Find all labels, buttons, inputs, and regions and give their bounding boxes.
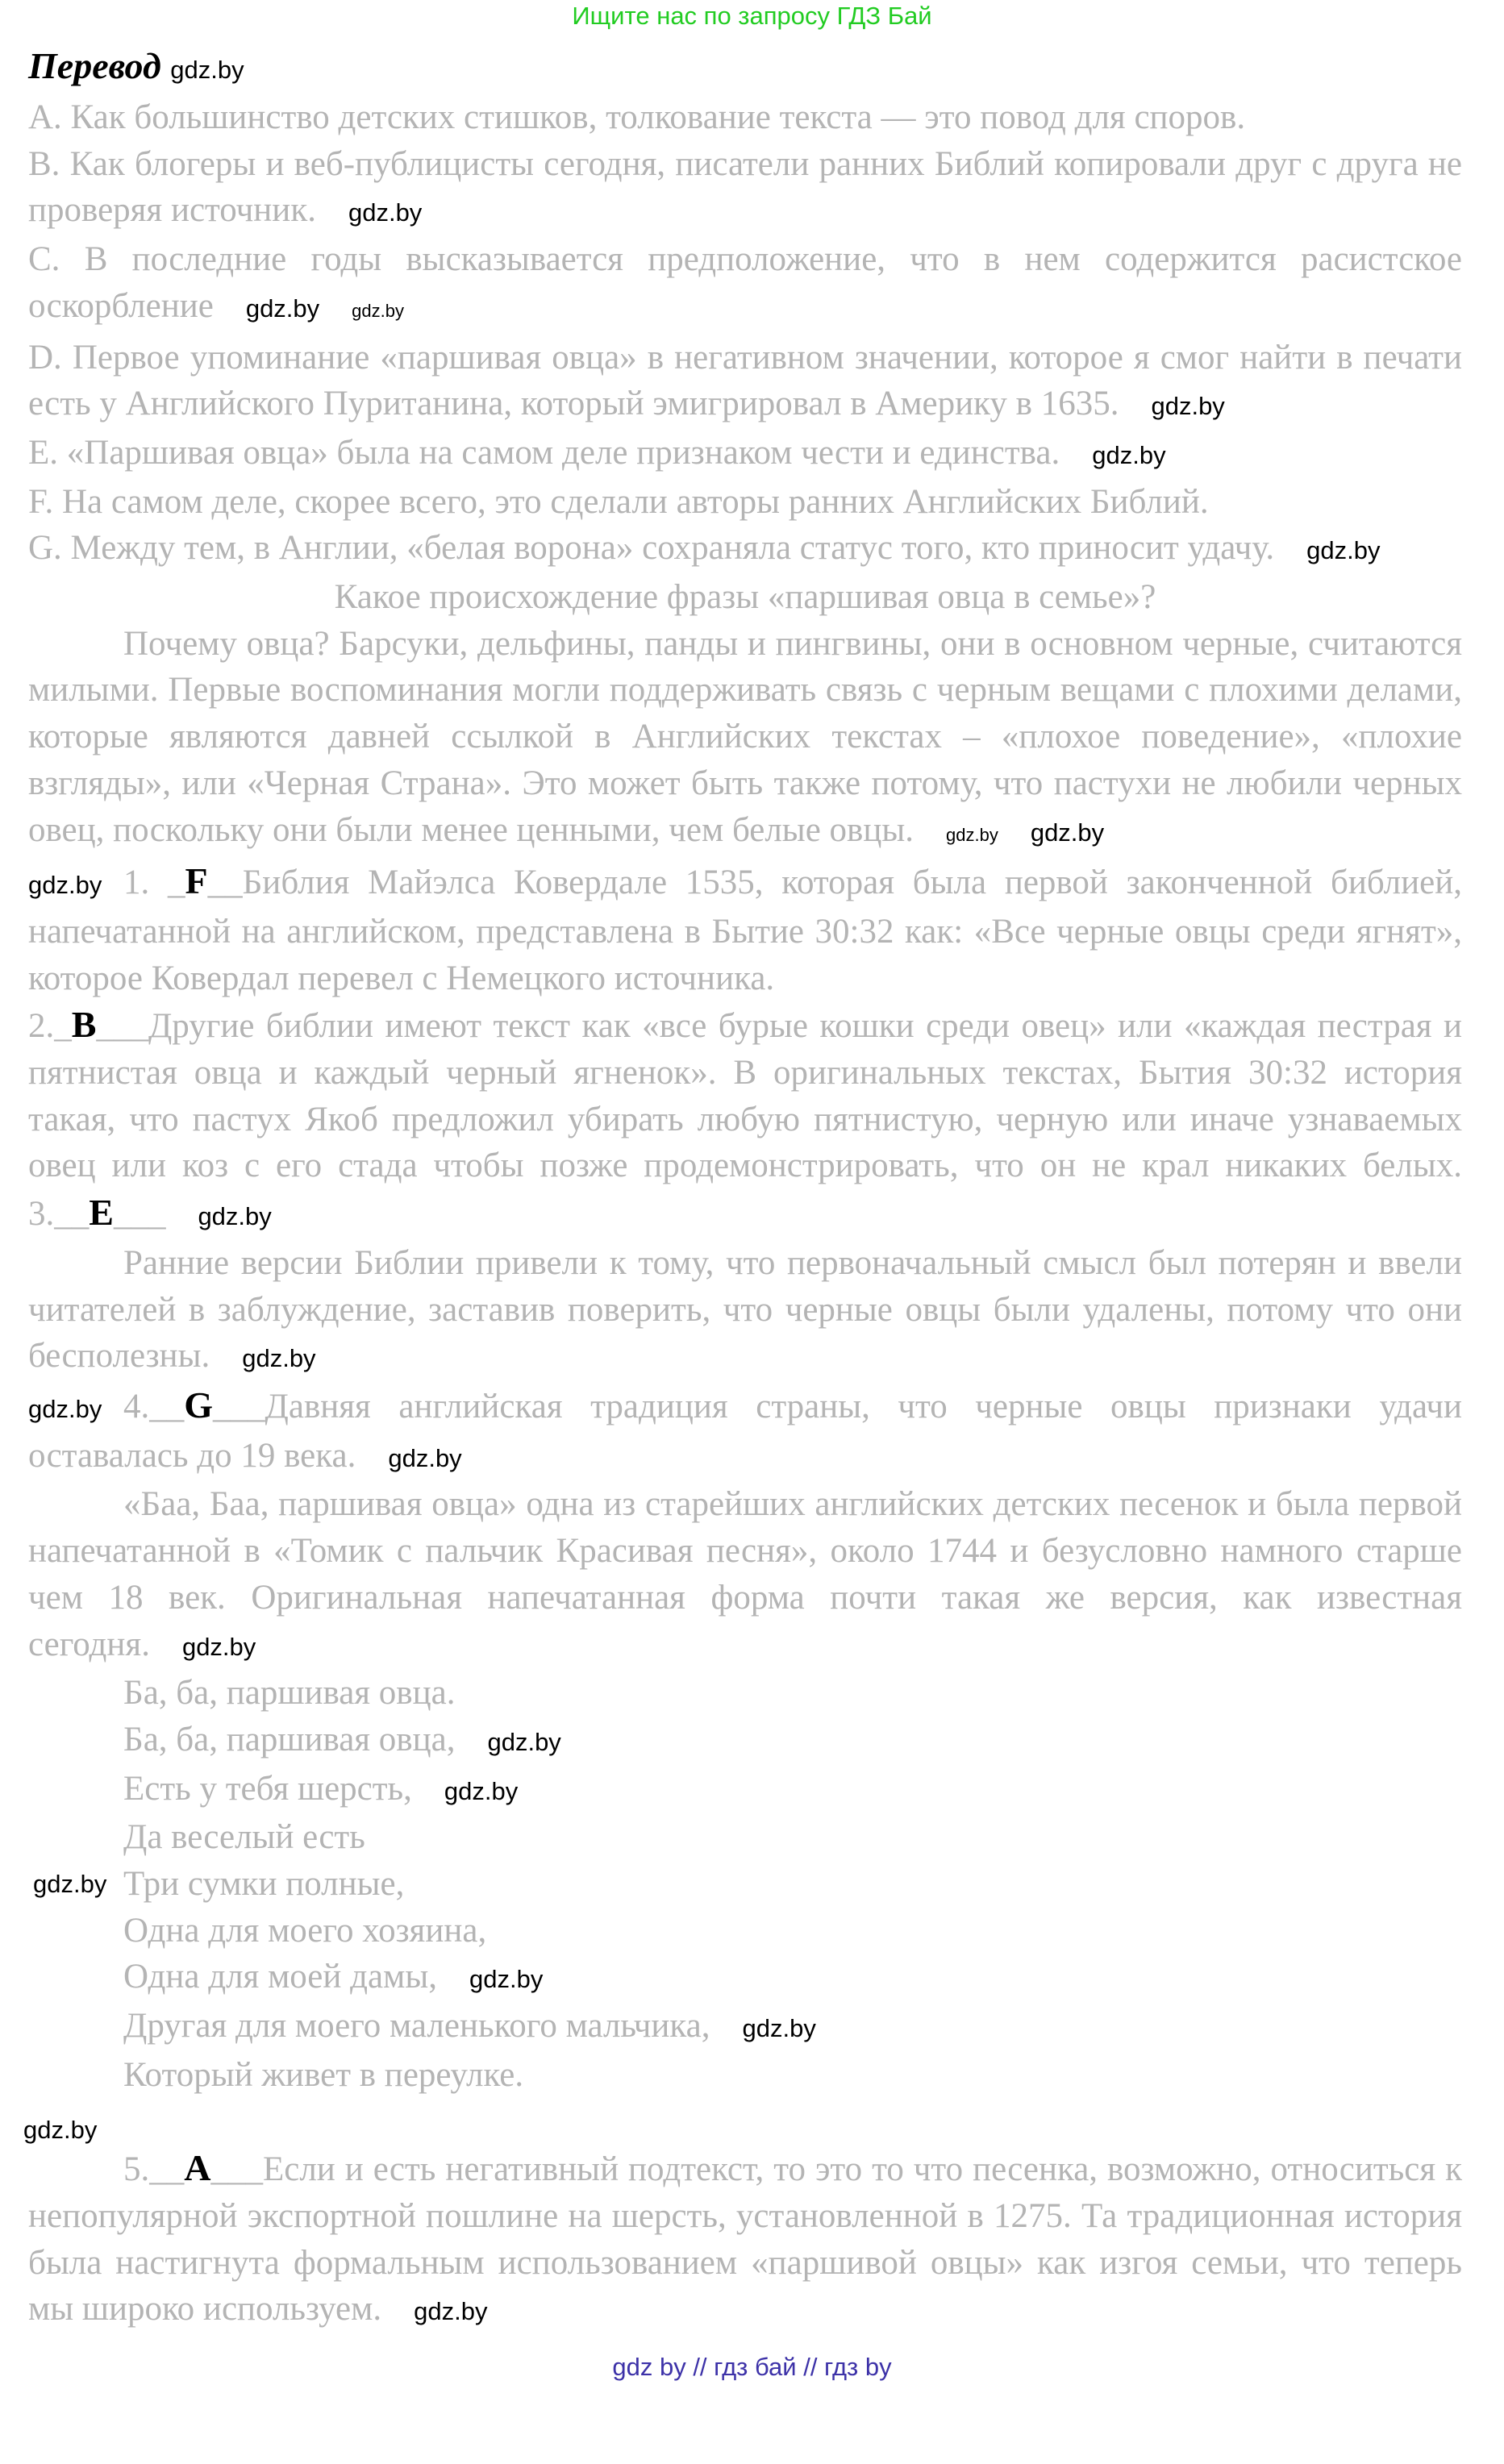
watermark: gdz.by (33, 1870, 107, 1899)
watermark: gdz.by (469, 1965, 544, 1994)
answer-2: B (71, 1004, 97, 1046)
poem-line-text: Который живет в переулке. (123, 2055, 524, 2094)
paragraph-3-text: «Баа, Баа, паршивая овца» одна из старейших английских детских песенок и была первой напечатанной в «Томик с пальчик Красивая песня», около 1744 и безусловно намного старше чем 18 век. Оригинальная напечатанная форма почти такая же версия, как известная сегодня. (28, 1485, 1462, 1663)
poem-line-text: Ба, ба, паршивая овца, (123, 1720, 456, 1759)
option-b-text: B. Как блогеры и веб-публицисты сегодня, писатели ранних Библий копировали друг с друга не проверяя источник. (28, 144, 1462, 230)
poem-line (123, 1717, 1462, 1766)
option-g-text: G. Между тем, в Англии, «белая ворона» сохраняла статус того, кто приносит удачу. (28, 529, 1275, 568)
option-g (28, 525, 1462, 574)
gap-blank: __ (207, 864, 243, 902)
article-heading: Какое происхождение фразы «паршивая овца в семье»? (334, 578, 1156, 617)
gap-blank: ___ (113, 1195, 166, 1234)
poem (28, 1670, 1462, 2098)
blank-line (23, 2099, 1462, 2146)
poem-line (123, 1766, 1462, 1815)
option-f (28, 479, 1462, 526)
gap-blank: ___ (213, 1387, 265, 1426)
poem-line (123, 1954, 1462, 2003)
paragraph-3 (28, 1481, 1462, 1670)
option-a (28, 94, 1462, 141)
gap-number: 4.__ (123, 1387, 185, 1426)
watermark: gdz.by (444, 1776, 519, 1805)
watermark: gdz.by (23, 2115, 98, 2144)
answer-4: G (184, 1384, 214, 1426)
option-d-text: D. Первое упоминание «паршивая овца» в негативном значении, которое я смог найти в печати есть у Английского Пуританина, который эмигрировал в Америку в 1635. (28, 338, 1462, 423)
option-e (28, 430, 1462, 479)
poem-line-text: Одна для моей дамы, (123, 1958, 437, 1996)
watermark: gdz.by (388, 1443, 462, 1472)
watermark: gdz.by (181, 1632, 256, 1661)
gap-number: 3.__ (28, 1195, 90, 1234)
option-b (28, 141, 1462, 236)
paragraph-2-text: Ранние версии Библии привели к тому, что первоначальный смысл был потерян и ввели читателей в заблуждение, заставив поверить, что черные овцы были удалены, потому что они бесполезны. (28, 1243, 1462, 1376)
document-body (23, 94, 1462, 2335)
option-f-text: F. На самом деле, скорее всего, это сделали авторы ранних Английских Библий. (28, 482, 1209, 521)
option-c (28, 236, 1462, 334)
option-d (28, 335, 1462, 430)
paragraph-2 (28, 1240, 1462, 1382)
footer-links[interactable]: gdz by // гдз бай // гдз by (612, 2353, 892, 2382)
answer-3: E (89, 1192, 114, 1234)
poem-line-text: Три сумки полные, (123, 1865, 405, 1904)
poem-line-text: Одна для моего хозяина, (123, 1911, 487, 1950)
gap-text: Другие библии имеют текст как «все бурые кошки среди овец» или «каждая пестрая и пятнистая овца и каждый черный ягненок». В оригинальных текстах, Бытия 30:32 история такая, что пастух Якоб предложил убирать любую пятнистую, черную или иначе узнаваемых овец или коз с его стада чтобы позже продемонстрировать, что он не крал никаких белых. (28, 1007, 1462, 1185)
poem-line (123, 2052, 1462, 2099)
poem-line (123, 1814, 1462, 1861)
watermark: gdz.by (946, 824, 998, 845)
poem-line-text: Есть у тебя шерсть, (123, 1769, 412, 1808)
title-text: Перевод (28, 45, 161, 86)
option-c-text: C. В последние годы высказывается предположение, что в нем содержится расистское оскорбление (28, 240, 1462, 325)
watermark: gdz.by (1092, 440, 1166, 469)
indent (28, 1384, 123, 1433)
gap-number: 5.__ (123, 2150, 185, 2189)
paragraph-1 (28, 621, 1462, 859)
gap-blank: ___ (210, 2150, 263, 2189)
gap-text: Давняя английская традиция страны, что черные овцы признаки удачи оставалась до 19 века. (28, 1387, 1462, 1475)
watermark: gdz.by (414, 2297, 488, 2326)
watermark: gdz.by (352, 300, 404, 321)
gap-blank: ___ (96, 1007, 148, 1046)
poem-line-text: Да веселый есть (123, 1818, 365, 1857)
gap-paragraph-4 (28, 1382, 1462, 1481)
indent (28, 859, 123, 909)
watermark: gdz.by (742, 2014, 816, 2043)
watermark: gdz.by (1306, 536, 1381, 565)
poem-line (33, 1861, 1462, 1908)
poem-line (123, 2003, 1462, 2052)
answer-5: A (184, 2147, 211, 2189)
watermark: gdz.by (198, 1202, 272, 1231)
watermark: gdz.by (245, 293, 320, 323)
gap-paragraph-5 (28, 2145, 1462, 2335)
page-title (28, 42, 1504, 94)
poem-line-text: Ба, ба, паршивая овца. (123, 1674, 456, 1713)
poem-line (123, 1908, 1462, 1954)
watermark: gdz.by (487, 1727, 561, 1756)
gap-paragraph-1 (28, 858, 1462, 1001)
watermark: gdz.by (28, 1394, 102, 1423)
gap-text: Библия Майэлса Ковердале 1535, которая была первой законченной библией, напечатанной на английском, представлена в Бытие 30:32 как: «Все черные овцы среди ягнят», которое Ковердал перевел с Немецкого источника. (28, 864, 1462, 997)
watermark: gdz.by (348, 198, 423, 227)
gap-text: Если и есть негативный подтекст, то это то что песенка, возможно, относиться к непопулярной экспортной пошлине на шерсть, установленной в 1275. Та традиционная история была настигнута формальным использованием «паршивой овцы» как изгоя семьи, что теперь мы широко используем. (28, 2150, 1462, 2329)
gap-number: 2._ (28, 1007, 72, 1046)
answer-1: F (185, 860, 208, 902)
gap-number: 1. _ (123, 864, 185, 902)
poem-line-text: Другая для моего маленького мальчика, (123, 2007, 710, 2046)
search-banner[interactable]: Ищите нас по запросу ГДЗ Бай (572, 2, 932, 30)
watermark: gdz.by (1030, 818, 1105, 847)
poem-line (123, 1670, 1462, 1717)
option-a-text: A. Как большинство детских стишков, толкование текста — это повод для споров. (28, 98, 1246, 136)
watermark: gdz.by (28, 871, 102, 900)
watermark: gdz.by (170, 56, 244, 84)
option-e-text: E. «Паршивая овца» была на самом деле признаком чести и единства. (28, 433, 1060, 472)
gap-paragraph-2 (28, 1001, 1462, 1240)
paragraph-1-text: Почему овца? Барсуки, дельфины, панды и пингвины, они в основном черные, считаются милыми. Первые воспоминания могли поддерживать связь с черным вещами с плохими делами, которые являются давней ссылкой в Английских текстах – «плохое поведение», «плохие взгляды», или «Черная Страна». Это может быть также потому, что пастухи не любили черных овец, поскольку они были менее ценными, чем белые овцы. (28, 624, 1462, 849)
watermark: gdz.by (242, 1344, 316, 1373)
watermark: gdz.by (1151, 392, 1225, 421)
